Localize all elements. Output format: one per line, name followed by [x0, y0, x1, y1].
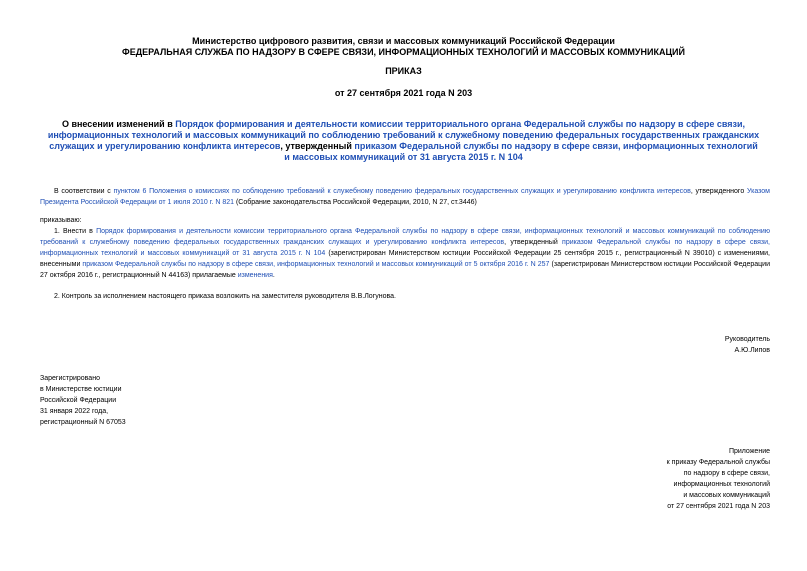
- item-1-order-257-link[interactable]: приказом Федеральной службы по надзору в сфере связи, информационных технологий и массовых коммуникаций от 5 октября 2016 г. N 257: [82, 261, 550, 268]
- appendix-line: и массовых коммуникаций: [683, 492, 770, 499]
- preamble-paragraph: [40, 186, 770, 208]
- registration-line: в Министерстве юстиции: [40, 386, 122, 393]
- item-1-text: (зарегистрирован Министерством юстиции Российской Федерации 27 октября 2016 г., регистрационный N 44163) прилагаемые: [40, 261, 770, 279]
- appendix-line: по надзору в сфере связи,: [683, 470, 770, 477]
- title-text: О внесении изменений в: [61, 119, 176, 129]
- title-order-link[interactable]: приказом Федеральной службы по надзору в сфере связи, информационных технологий и массовых коммуникаций от 31 августа 2015 г. N 104: [284, 141, 758, 162]
- registration-line: Российской Федерации: [40, 397, 117, 404]
- appendix-line: от 27 сентября 2021 года N 203: [667, 503, 770, 510]
- appendix-line: к приказу Федеральной службы: [666, 459, 770, 466]
- registration-line: регистрационный N 67053: [40, 419, 126, 426]
- item-1-text: , утвержденный: [504, 239, 563, 246]
- regulation-link[interactable]: пунктом 6 Положения о комиссиях по соблюдению требований к служебному поведению федеральных государственных служащих и урегулированию конфликта интересов: [113, 188, 691, 195]
- signature-block: [560, 334, 770, 356]
- registration-line: Зарегистрировано: [40, 375, 100, 382]
- registration-block: [40, 373, 290, 428]
- ministry-name: Министерство цифрового развития, связи и массовых коммуникаций Российской Федерации: [192, 36, 615, 46]
- order-word: приказываю:: [40, 217, 82, 224]
- document-date: от 27 сентября 2021 года N 203: [334, 88, 473, 98]
- item-1-procedure-link[interactable]: Порядок формирования и деятельности комиссии территориального органа Федеральной службы по надзору в сфере связи, информационных технологий и массовых коммуникаций по соблюдению требований к служебному поведению федеральных государственных гражданских служащих и урегулированию конфликта интересов: [40, 228, 771, 246]
- appendix-line: Приложение: [728, 448, 770, 455]
- document-title: [46, 119, 761, 163]
- decree-link[interactable]: Указом Президента Российской Федерации от 1 июля 2010 г. N 821: [40, 188, 770, 206]
- item-1-order-104-link[interactable]: приказом Федеральной службы по надзору в сфере связи, информационных технологий и массовых коммуникаций от 31 августа 2015 г. N 104: [40, 239, 770, 257]
- signature-name: А.Ю.Липов: [734, 347, 770, 354]
- preamble-text: В соответствии с: [54, 188, 114, 195]
- appendix-block: [540, 446, 770, 512]
- title-text: , утвержденный: [280, 141, 355, 151]
- item-1-text: .: [272, 272, 275, 279]
- changes-link[interactable]: изменения: [237, 272, 273, 279]
- registration-line: 31 января 2022 года,: [40, 408, 109, 415]
- document-header: [40, 36, 767, 58]
- item-1-text: (зарегистрирован Министерством юстиции Российской Федерации 25 сентября 2015 г., регистрационный N 39010) с изменениями, внесенными: [40, 250, 770, 268]
- item-1-paragraph: [40, 226, 770, 281]
- preamble-text: (Собрание законодательства Российской Федерации, 2010, N 27, ст.3446): [234, 199, 477, 206]
- service-name: ФЕДЕРАЛЬНАЯ СЛУЖБА ПО НАДЗОРУ В СФЕРЕ СВЯЗИ, ИНФОРМАЦИОННЫХ ТЕХНОЛОГИЙ И МАССОВЫХ КОММУНИКАЦИЙ: [122, 47, 685, 57]
- title-procedure-link[interactable]: Порядок формирования и деятельности комиссии территориального органа Федеральной службы по надзору в сфере связи, информационных технологий и массовых коммуникаций по соблюдению требований к служебному поведению федеральных государственных гражданских служащих и урегулированию конфликта интересов: [47, 119, 760, 151]
- signature-position: Руководитель: [724, 336, 770, 343]
- preamble-text: , утвержденного: [690, 188, 747, 195]
- document-type: ПРИКАЗ: [385, 66, 422, 76]
- appendix-line: информационных технологий: [673, 481, 770, 488]
- item-1-text: 1. Внести в: [54, 228, 97, 235]
- item-2-paragraph: 2. Контроль за исполнением настоящего приказа возложить на заместителя руководителя В.В.Логунова.: [54, 293, 396, 300]
